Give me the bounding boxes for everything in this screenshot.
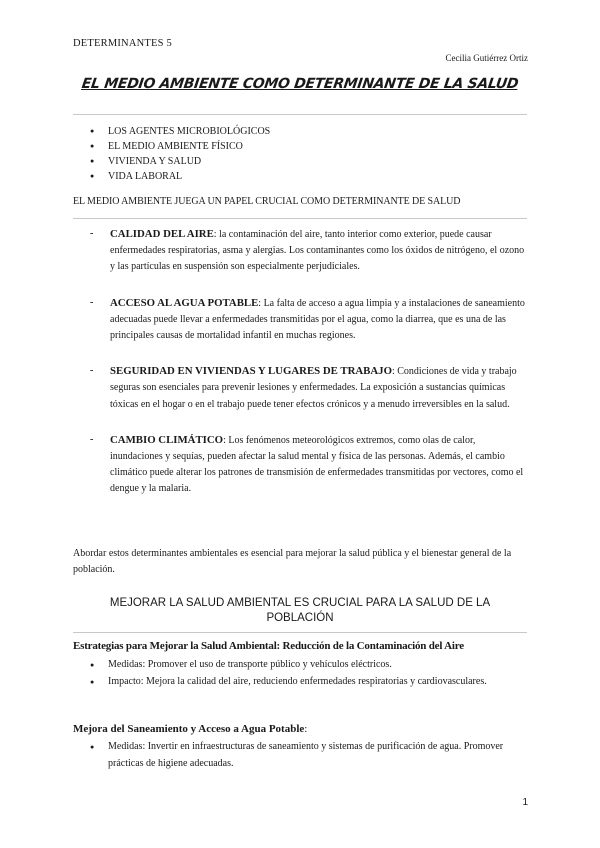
determinant-item [90,432,530,498]
strategy-bullet: ● Medidas: Invertir en infraestructuras de saneamiento y sistemas de purificación de agua. Promover prácticas de higiene adecuadas. [90,739,530,772]
strategy-title [73,723,307,735]
strategy-bullets [90,739,530,772]
dash-marker: - [90,365,94,377]
topic-item: ● VIDA LABORAL [90,169,270,184]
page-number: 1 [522,797,528,808]
determinant-text: : La falta de acceso a agua limpia y a instalaciones de saneamiento adecuadas puede llevar a enfermedades transmitidas por el agua, como la diarrea, que es una de las principales causas de mortalidad infantil en muchas regiones. [110,297,525,342]
determinant-item [90,295,530,345]
strategy-title-text: Mejora del Saneamiento y Acceso a Agua Potable [73,723,305,735]
strategy-title-suffix: : [304,723,308,735]
divider [73,632,527,633]
determinant-list [90,226,530,517]
determinant-term: CALIDAD DEL AIRE [110,228,214,240]
topic-item: ● EL MEDIO AMBIENTE FÍSICO [90,139,270,154]
summary-paragraph: Abordar estos determinantes ambientales es esencial para mejorar la salud pública y el bienestar general de la población. [73,548,512,575]
topic-list [90,124,270,184]
page-title: EL MEDIO AMBIENTE COMO DETERMINANTE DE LA SALUD [80,76,520,92]
determinant-item [90,363,530,413]
divider [73,218,527,219]
header-title: DETERMINANTES 5 [73,38,172,49]
determinant-text: : Condiciones de vida y trabajo seguras son esenciales para prevenir lesiones y enfermedades. La exposición a sustancias químicas tóxicas en el hogar o en el trabajo puede tener efectos crónicos y a menudo irreversibles en la salud. [110,366,517,410]
determinant-term: SEGURIDAD EN VIVIENDAS Y LUGARES DE TRABAJO [110,365,392,378]
determinant-term: ACCESO AL AGUA POTABLE [110,296,259,309]
section-subheading: EL MEDIO AMBIENTE JUEGA UN PAPEL CRUCIAL COMO DETERMINANTE DE SALUD [73,196,461,207]
determinant-text: : la contaminación del aire, tanto interior como exterior, puede causar enfermedades respiratorias, asma y alergias. Los contaminantes como los óxidos de nitrógeno, el ozono y las partículas en suspensión son especialmente perjudiciales. [110,229,525,273]
header-author: Cecilia Gutiérrez Ortiz [445,53,528,63]
divider [73,114,527,115]
dash-marker: - [90,296,94,308]
topic-item: ● LOS AGENTES MICROBIOLÓGICOS [90,124,270,139]
strategy-bullet: ● Impacto: Mejora la calidad del aire, reduciendo enfermedades respiratorias y cardiovasculares. [90,674,530,691]
dash-marker: - [90,228,94,239]
strategy-bullets [90,657,530,690]
center-heading: MEJORAR LA SALUD AMBIENTAL ES CRUCIAL PARA LA SALUD DE LA POBLACIÓN [109,597,491,624]
determinant-text: : Los fenómenos meteorológicos extremos, como olas de calor, inundaciones y sequías, pueden afectar la salud mental y física de las personas. Además, el cambio climático puede alterar los patrones de transmisión de enfermedades transmitidas por vectores, como el dengue y la malaria. [110,434,524,495]
strategy-title: Estrategias para Mejorar la Salud Ambiental: Reducción de la Contaminación del Aire [73,640,464,652]
strategy-bullet: ● Medidas: Promover el uso de transporte público y vehículos eléctricos. [90,657,530,674]
topic-item: ● VIVIENDA Y SALUD [90,154,270,169]
determinant-item [90,226,530,276]
determinant-term: CAMBIO CLIMÁTICO [110,433,224,446]
dash-marker: - [90,433,94,445]
